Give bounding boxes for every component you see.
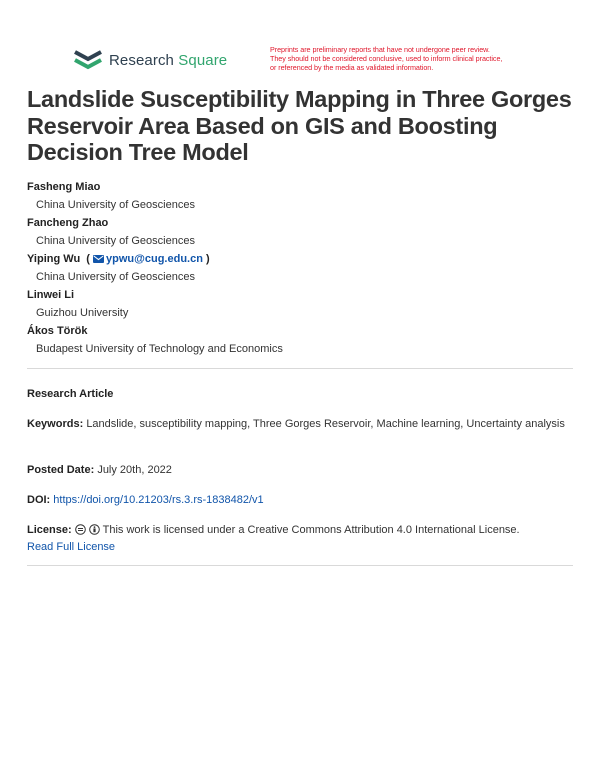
author-affiliation: Budapest University of Technology and Economics <box>36 343 283 355</box>
divider <box>27 368 573 369</box>
keywords-text: Landslide, susceptibility mapping, Three Gorges Reservoir, Machine learning, Uncertainty analysis <box>86 418 565 430</box>
author-affiliation: China University of Geosciences <box>36 199 195 211</box>
posted-date-label: Posted Date: <box>27 464 95 476</box>
envelope-icon <box>93 255 104 263</box>
author-email-link[interactable] <box>93 253 206 265</box>
email-open-paren: ( <box>83 253 90 265</box>
author-name: Linwei Li <box>27 289 75 301</box>
author-name: Yiping Wu <box>27 253 81 265</box>
read-full-license-link[interactable]: Read Full License <box>27 541 116 553</box>
notice-line: or referenced by the media as validated information. <box>270 63 434 72</box>
preprint-notice <box>270 45 540 72</box>
author-affiliation: Guizhou University <box>36 307 129 319</box>
email-text: ypwu@cug.edu.cn <box>106 253 203 265</box>
keywords-label: Keywords: <box>27 418 84 430</box>
author-affiliation: China University of Geosciences <box>36 235 195 247</box>
paper-title: Landslide Susceptibility Mapping in Three Gorges Reservoir Area Based on GIS and Boosting Decision Tree Model <box>27 86 572 165</box>
author-name: Fasheng Miao <box>27 181 101 193</box>
license-label: License: <box>27 524 72 536</box>
doi-link[interactable]: https://doi.org/10.21203/rs.3.rs-1838482/v1 <box>53 494 264 506</box>
corresponding-author <box>27 250 567 268</box>
license-text: This work is licensed under a Creative Commons Attribution 4.0 International License. <box>102 524 520 536</box>
brand-name <box>109 52 227 69</box>
research-square-logo[interactable] <box>74 49 227 71</box>
doi-label: DOI: <box>27 494 51 506</box>
divider <box>27 565 573 566</box>
brand-part-2: Square <box>178 51 228 69</box>
article-type <box>27 386 573 403</box>
doi-row <box>27 492 573 509</box>
keywords-row <box>27 416 573 433</box>
research-square-logo-icon <box>74 49 102 71</box>
creative-commons-icon <box>75 524 86 535</box>
notice-line: They should not be considered conclusive, used to inform clinical practice, <box>270 54 503 63</box>
author-name: Ákos Török <box>27 325 88 337</box>
notice-line: Preprints are preliminary reports that have not undergone peer review. <box>270 45 490 54</box>
posted-date-value: July 20th, 2022 <box>97 464 172 476</box>
author-name: Fancheng Zhao <box>27 217 109 229</box>
license-row <box>27 522 573 556</box>
author-affiliation: China University of Geosciences <box>36 271 195 283</box>
email-close-paren: ) <box>206 253 210 265</box>
posted-date-row <box>27 462 573 479</box>
author-list <box>27 178 567 358</box>
article-type-label: Research Article <box>27 388 114 400</box>
brand-part-1: Research <box>109 51 174 69</box>
attribution-icon <box>89 524 100 535</box>
